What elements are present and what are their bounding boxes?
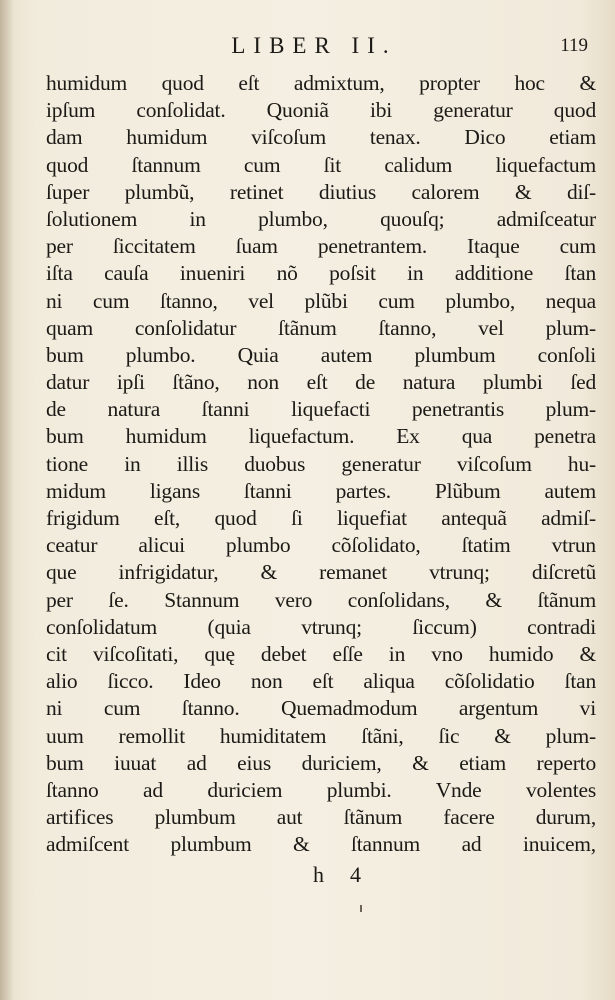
text-line: conſolidatum (quia vtrunq; ſiccum) contradi <box>46 614 596 639</box>
text-line: dam humidum viſcoſum tenax. Dico etiam <box>46 125 596 150</box>
print-mark <box>360 905 362 912</box>
text-line: quod ſtannum cum ſit calidum liquefactum <box>46 152 596 177</box>
text-line: uum remollit humiditatem ſtãni, ſic & plum- <box>46 723 596 748</box>
text-line: ni cum ſtanno, vel plũbi cum plumbo, nequa <box>46 288 596 313</box>
text-line: humidum quod eſt admixtum, propter hoc & <box>46 71 596 95</box>
signature-mark: h <box>313 862 324 887</box>
text-line: ni cum ſtanno. Quemadmodum argentum vi <box>46 696 596 721</box>
text-line: per ſiccitatem ſuam penetrantem. Itaque cum <box>46 234 596 259</box>
text-line: quam conſolidatur ſtãnum ſtanno, vel plum- <box>46 315 596 340</box>
text-line: tione in illis duobus generatur viſcoſum hu- <box>46 451 596 476</box>
text-line: ſuper plumbũ, retinet diutius calorem & diſ- <box>46 179 596 204</box>
text-line: per ſe. Stannum vero conſolidans, & ſtãnum <box>46 587 596 612</box>
text-line: ſtanno ad duriciem plumbi. Vnde volentes <box>46 777 596 802</box>
body-text <box>46 70 596 858</box>
text-line: que infrigidatur, & remanet vtrunq; diſcretũ <box>46 560 596 585</box>
text-line: ſolutionem in plumbo, quouſq; admiſceatur <box>46 206 596 231</box>
text-line: alio ſicco. Ideo non eſt aliqua cõſolidatio ſtan <box>46 669 596 694</box>
text-line: ceatur alicui plumbo cõſolidato, ſtatim vtrun <box>46 533 596 558</box>
page-number: 119 <box>560 35 588 56</box>
text-line: iſta cauſa inueniri nõ poſsit in additione ſtan <box>46 261 596 286</box>
signature-number: 4 <box>350 862 361 887</box>
text-line: datur ipſi ſtãno, non eſt de natura plumbi ſed <box>46 370 596 395</box>
text-line: frigidum eſt, quod ſi liquefiat antequã admiſ- <box>46 506 596 530</box>
text-line: de natura ſtanni liquefacti penetrantis plum- <box>46 397 596 422</box>
gutter-shadow <box>0 0 14 1000</box>
text-line: bum plumbo. Quia autem plumbum conſoli <box>46 342 596 367</box>
text-line: ipſum conſolidat. Quoniã ibi generatur quod <box>46 98 596 123</box>
text-line: admiſcent plumbum & ſtannum ad inuicem, <box>46 832 596 857</box>
text-line: bum humidum liquefactum. Ex qua penetra <box>46 424 596 449</box>
text-line: bum iuuat ad eius duriciem, & etiam reperto <box>46 750 596 775</box>
signature-line <box>0 862 615 892</box>
text-line: midum ligans ſtanni partes. Plũbum autem <box>46 478 596 503</box>
running-head: LIBER II. <box>231 33 397 58</box>
text-line: cit viſcoſitati, quę debet eſſe in vno humido & <box>46 641 596 666</box>
page-header <box>40 33 588 63</box>
text-line: artifices plumbum aut ſtãnum facere durum, <box>46 805 596 830</box>
